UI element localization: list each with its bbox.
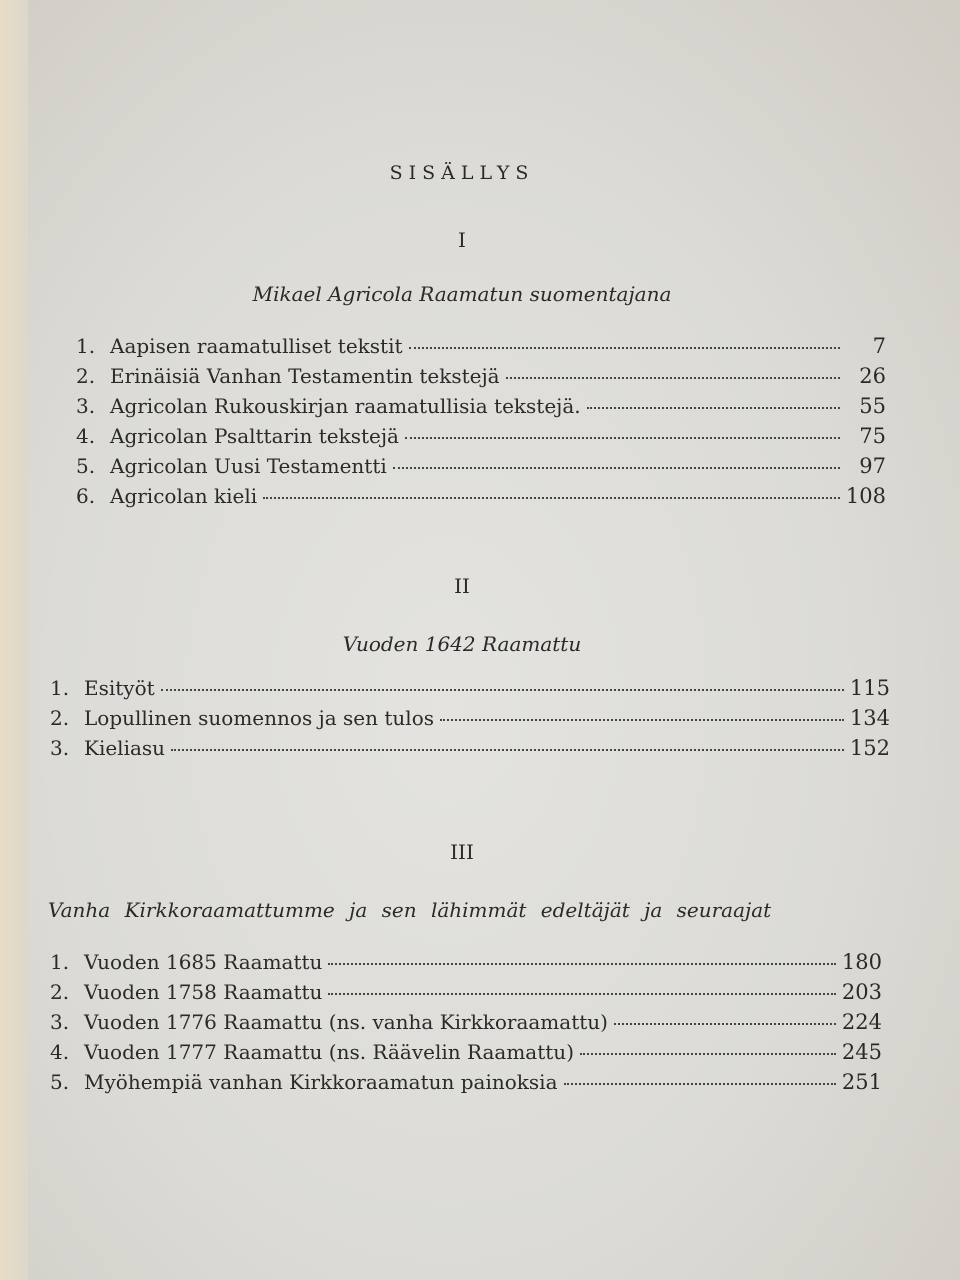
entry-number: 5. bbox=[50, 1070, 70, 1094]
entry-page: 180 bbox=[841, 950, 882, 974]
dot-leader bbox=[409, 347, 840, 349]
toc-entry bbox=[50, 950, 882, 980]
entry-label: Erinäisiä Vanhan Testamentin tekstejä bbox=[110, 364, 500, 388]
dot-leader bbox=[393, 467, 840, 469]
toc-entry bbox=[76, 394, 886, 424]
entry-page: 108 bbox=[845, 484, 886, 508]
toc-entry bbox=[50, 1040, 882, 1070]
toc-list bbox=[50, 676, 890, 766]
entry-page: 245 bbox=[841, 1040, 882, 1064]
entry-number: 6. bbox=[76, 484, 96, 508]
toc-entry bbox=[76, 364, 886, 394]
entry-number: 2. bbox=[50, 980, 70, 1004]
adjacent-page-edge bbox=[0, 0, 30, 1280]
entry-label: Agricolan kieli bbox=[110, 484, 258, 508]
entry-label: Vuoden 1758 Raamattu bbox=[84, 980, 323, 1004]
entry-label: Agricolan Rukouskirjan raamatullisia tekstejä. bbox=[110, 394, 581, 418]
dot-leader bbox=[328, 963, 835, 965]
dot-leader bbox=[506, 377, 840, 379]
dot-leader bbox=[405, 437, 840, 439]
entry-number: 1. bbox=[50, 676, 70, 700]
entry-page: 152 bbox=[849, 736, 890, 760]
entry-number: 2. bbox=[76, 364, 96, 388]
entry-page: 26 bbox=[859, 364, 886, 388]
entry-label: Lopullinen suomennos ja sen tulos bbox=[84, 706, 434, 730]
entry-number: 3. bbox=[50, 1010, 70, 1034]
toc-entry bbox=[50, 706, 890, 736]
toc-entry bbox=[76, 484, 886, 514]
entry-label: Vuoden 1776 Raamattu (ns. vanha Kirkkoraamattu) bbox=[84, 1010, 608, 1034]
entry-page: 251 bbox=[841, 1070, 882, 1094]
entry-page: 7 bbox=[872, 334, 886, 358]
dot-leader bbox=[564, 1083, 836, 1085]
entry-label: Aapisen raamatulliset tekstit bbox=[110, 334, 403, 358]
entry-number: 3. bbox=[50, 736, 70, 760]
dot-leader bbox=[263, 497, 840, 499]
toc-entry bbox=[76, 454, 886, 484]
entry-number: 1. bbox=[76, 334, 96, 358]
toc-entry bbox=[50, 1010, 882, 1040]
page-title: SISÄLLYS bbox=[389, 162, 535, 184]
toc-entry bbox=[76, 334, 886, 364]
entry-number: 2. bbox=[50, 706, 70, 730]
book-page bbox=[28, 0, 960, 1280]
dot-leader bbox=[614, 1023, 836, 1025]
part-numeral: III bbox=[450, 840, 474, 864]
dot-leader bbox=[161, 689, 844, 691]
entry-page: 75 bbox=[859, 424, 886, 448]
entry-number: 3. bbox=[76, 394, 96, 418]
entry-label: Esityöt bbox=[84, 676, 155, 700]
entry-number: 1. bbox=[50, 950, 70, 974]
entry-page: 134 bbox=[849, 706, 890, 730]
entry-page: 115 bbox=[849, 676, 890, 700]
toc-entry bbox=[76, 424, 886, 454]
section-heading: Vuoden 1642 Raamattu bbox=[342, 632, 582, 656]
dot-leader bbox=[440, 719, 844, 721]
entry-label: Myöhempiä vanhan Kirkkoraamatun painoksia bbox=[84, 1070, 558, 1094]
section-heading: Mikael Agricola Raamatun suomentajana bbox=[252, 282, 672, 306]
entry-page: 55 bbox=[859, 394, 886, 418]
toc-list bbox=[76, 334, 886, 514]
dot-leader bbox=[580, 1053, 836, 1055]
toc-entry bbox=[50, 676, 890, 706]
dot-leader bbox=[171, 749, 844, 751]
entry-page: 97 bbox=[859, 454, 886, 478]
entry-number: 5. bbox=[76, 454, 96, 478]
entry-label: Vuoden 1685 Raamattu bbox=[84, 950, 323, 974]
dot-leader bbox=[328, 993, 835, 995]
entry-number: 4. bbox=[50, 1040, 70, 1064]
toc-entry bbox=[50, 1070, 882, 1100]
toc-entry bbox=[50, 736, 890, 766]
entry-label: Vuoden 1777 Raamattu (ns. Räävelin Raamattu) bbox=[84, 1040, 574, 1064]
part-numeral: II bbox=[454, 574, 470, 598]
entry-label: Agricolan Uusi Testamentti bbox=[110, 454, 387, 478]
section-heading: Vanha Kirkkoraamattumme ja sen lähimmät edeltäjät ja seuraajat bbox=[48, 898, 772, 922]
entry-page: 203 bbox=[841, 980, 882, 1004]
entry-number: 4. bbox=[76, 424, 96, 448]
toc-entry bbox=[50, 980, 882, 1010]
entry-page: 224 bbox=[841, 1010, 882, 1034]
part-numeral: I bbox=[458, 228, 466, 252]
dot-leader bbox=[587, 407, 840, 409]
toc-list bbox=[50, 950, 882, 1100]
entry-label: Agricolan Psalttarin tekstejä bbox=[110, 424, 399, 448]
entry-label: Kieliasu bbox=[84, 736, 166, 760]
